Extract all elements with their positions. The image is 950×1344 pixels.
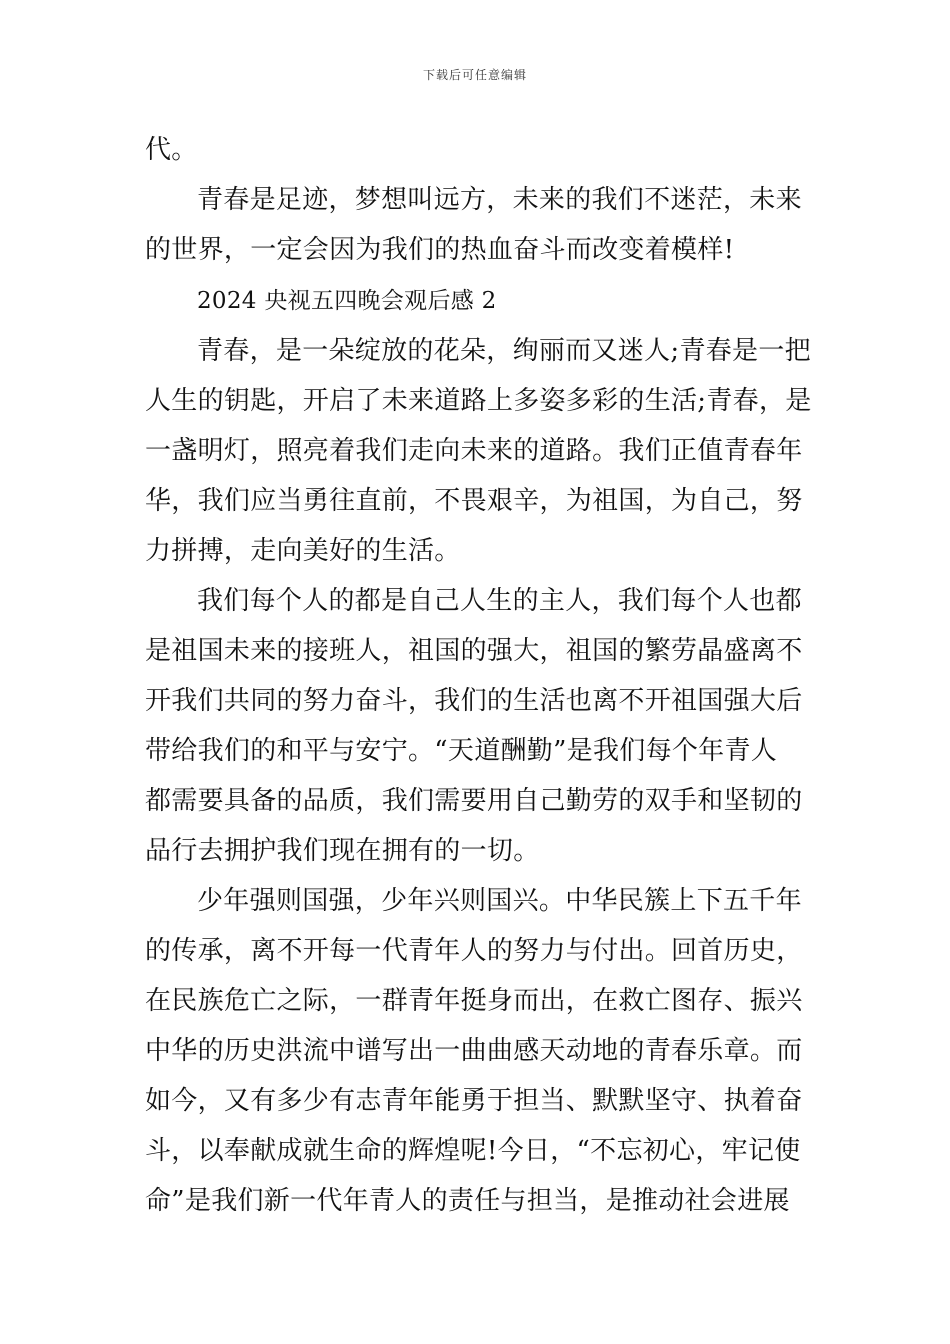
text-line: 中华的历史洪流中谱写出一曲曲感天动地的青春乐章。而 <box>145 1036 803 1066</box>
text-line: 的传承，离不开每一代青年人的努力与付出。回首历史， <box>145 936 803 966</box>
paragraph-first-line: 少年强则国强，少年兴则国兴。中华民簇上下五千年 <box>197 886 802 916</box>
text-line: 如今，又有多少有志青年能勇于担当、默默坚守、执着奋 <box>145 1086 803 1116</box>
header-note: 下载后可任意编辑 <box>422 68 527 82</box>
text-line: 都需要具备的品质，我们需要用自己勤劳的双手和坚韧的 <box>145 786 803 816</box>
paragraph-first-line: 青春，是一朵绽放的花朵，绚丽而又迷人;青春是一把 <box>197 336 811 366</box>
text-line: 命”是我们新一代年青人的责任与担当，是推动社会进展 <box>145 1186 790 1216</box>
section-heading: 2024 央视五四晚会观后感 2 <box>197 288 497 314</box>
paragraph-first-line: 青春是足迹，梦想叫远方，未来的我们不迷茫，未来 <box>197 185 802 215</box>
text-line: 斗，以奉献成就生命的辉煌呢!今日，“不忘初心，牢记使 <box>145 1136 801 1166</box>
text-line: 一盏明灯，照亮着我们走向未来的道路。我们正值青春年 <box>145 436 803 466</box>
text-line: 人生的钥匙，开启了未来道路上多姿多彩的生活;青春，是 <box>145 386 812 416</box>
text-line: 代。 <box>145 135 198 165</box>
text-line: 开我们共同的努力奋斗，我们的生活也离不开祖国强大后 <box>145 686 803 716</box>
text-line: 是祖国未来的接班人，祖国的强大，祖国的繁劳晶盛离不 <box>145 636 803 666</box>
text-line: 华，我们应当勇往直前，不畏艰辛，为祖国，为自己，努 <box>145 486 803 516</box>
text-line: 力拼搏，走向美好的生活。 <box>145 536 461 566</box>
paragraph-first-line: 我们每个人的都是自己人生的主人，我们每个人也都 <box>197 586 802 616</box>
text-line: 在民族危亡之际，一群青年挺身而出，在救亡图存、振兴 <box>145 986 803 1016</box>
text-line: 带给我们的和平与安宁。“天道酬勤”是我们每个年青人 <box>145 736 778 766</box>
text-line: 品行去拥护我们现在拥有的一切。 <box>145 836 540 866</box>
text-line: 的世界，一定会因为我们的热血奋斗而改变着模样! <box>145 235 735 265</box>
